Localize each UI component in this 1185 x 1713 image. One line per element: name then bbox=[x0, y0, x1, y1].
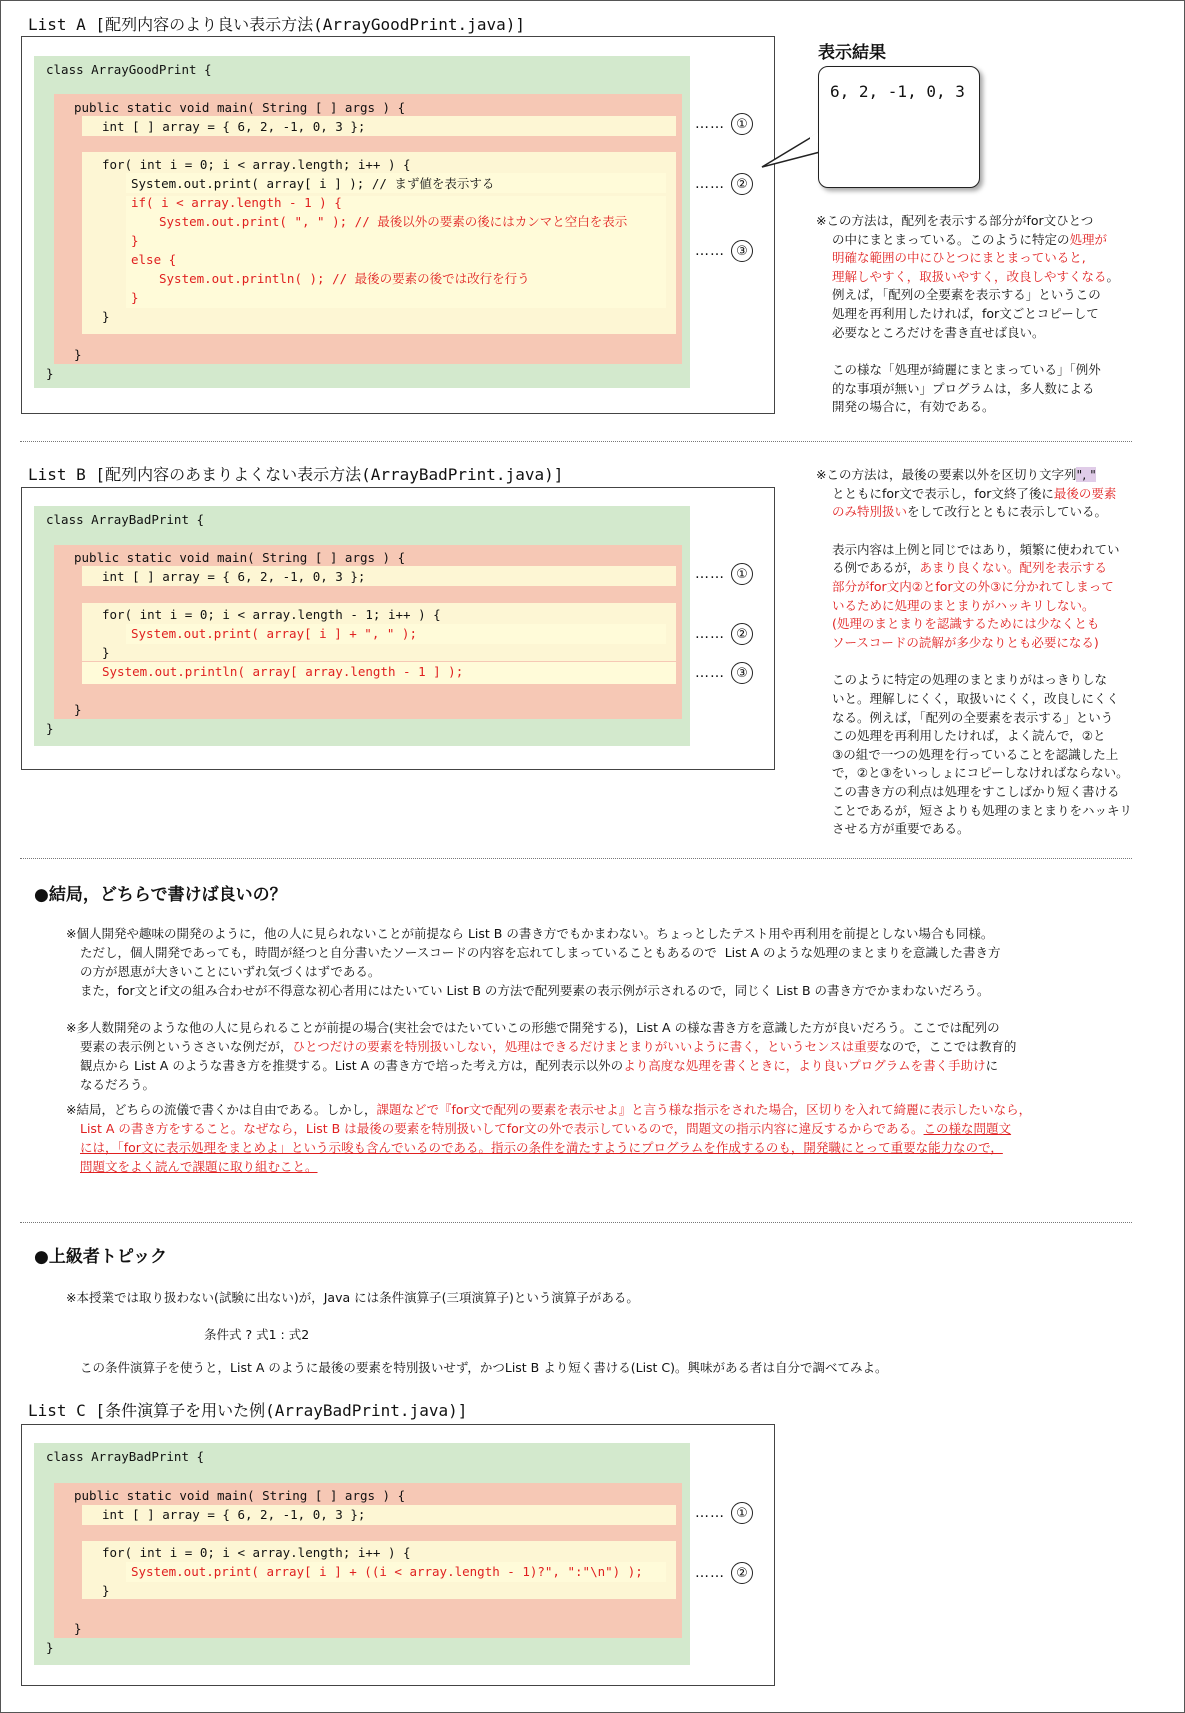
section-2-heading: ●上級者トピック bbox=[34, 1247, 168, 1267]
list-b-code-l2: public static void main( String [ ] args ) { bbox=[74, 550, 406, 565]
result-output: 6, 2, -1, 0, 3 bbox=[830, 82, 965, 101]
list-b-code-l6: } bbox=[102, 645, 110, 660]
list-a-marker-2: …… ② bbox=[695, 173, 753, 195]
list-a-code-l4: for( int i = 0; i < array.length; i++ ) { bbox=[102, 157, 411, 172]
list-b-code-l9: } bbox=[46, 721, 54, 736]
section-1-para-2: ※多人数開発のような他の人に見られることが前提の場合(実社会ではたいていこの形態で開発する)，List A の様な書き方を意識した方が良いだろう。ここでは配列の 要素の表示例というささいな例だが，ひとつだけの要素を特別扱いしない，処理はできるだけまとまりがいいように書く，というセンスは重要なので，ここでは教育的 観点から List A のような書き方を推奨する。List A の書き方で培った考え方は，配列表示以外のより高度な処理を書くときに，より良いプログラムを書く手助けに なるだろう。 bbox=[66, 1020, 1017, 1092]
list-c-marker-1: …… ① bbox=[695, 1502, 753, 1524]
list-b-title: List B [配列内容のあまりよくない表示方法(ArrayBadPrint.java)] bbox=[28, 465, 564, 484]
list-b-code-l3: int [ ] array = { 6, 2, -1, 0, 3 }; bbox=[102, 569, 366, 584]
list-b-marker-2: …… ② bbox=[695, 623, 753, 645]
note-b: ※この方法は，最後の要素以外を区切り文字列", " とともにfor文で表示し，for文終了後に最後の要素 のみ特別扱いをして改行とともに表示している。 表示内容は上例と同じではあり，頻繁に使われてい る例であるが，あまり良くない。配列を表示する 部分がfor文内②とfor文の外③に分かれてしまって いるために処理のまとまりがハッキリしない。 (処理のまとまりを認識するためには少なくとも ソースコードの読解が多少なりとも必要になる) このように特定の処理のまとまりがはっきりしな いと。理解しにくく，取扱いにくく，改良しにくく なる。例えば，「配列の全要素を表示する」という この処理を再利用したければ，よく読んで，②と ③の組で一つの処理を行っていることを認識した上 で，②と③をいっしょにコピーしなければならない。 この書き方の利点は処理をすこしばかり短く書ける ことであるが，短さよりも処理のまとまりをハッキリ させる方が重要である。 bbox=[816, 467, 1133, 837]
separator-3 bbox=[20, 1222, 1132, 1223]
list-b-code-l7: System.out.println( array[ array.length - 1 ] ); bbox=[102, 664, 464, 679]
list-a-code-l1: class ArrayGoodPrint { bbox=[46, 62, 212, 77]
list-a-code-l10: System.out.println( ); // 最後の要素の後では改行を行う bbox=[159, 271, 530, 286]
list-a-code-l8: } bbox=[131, 233, 139, 248]
list-a-code-l13: } bbox=[74, 347, 82, 362]
section-1-para-1: ※個人開発や趣味の開発のように，他の人に見られないことが前提なら List B の書き方でもかまわない。ちょっとしたテスト用や再利用を前提としない場合も同様。 ただし，個人開発であっても，時間が経つと自分書いたソースコードの内容を忘れてしまっていることもあるので List A のような処理のまとまりを意識した書き方 の方が恩恵が大きいことにいずれ気づくはずである。 また，for文とif文の組み合わせが不得意な初心者用にはたいてい List B の方法で配列要素の表示例が示されるので，同じく List B の書き方でかまわないだろう。 bbox=[66, 926, 1001, 998]
list-a-marker-1: …… ① bbox=[695, 113, 753, 135]
list-b-code-l1: class ArrayBadPrint { bbox=[46, 512, 205, 527]
list-c-marker-2: …… ② bbox=[695, 1562, 753, 1584]
section-2-para-1: ※本授業では取り扱わない(試験に出ない)が，Java には条件演算子(三項演算子)という演算子がある。 bbox=[66, 1290, 639, 1305]
list-c-code-l2: public static void main( String [ ] args ) { bbox=[74, 1488, 406, 1503]
list-a-code-l6: if( i < array.length - 1 ) { bbox=[131, 195, 342, 210]
list-a-code-l3: int [ ] array = { 6, 2, -1, 0, 3 }; bbox=[102, 119, 366, 134]
list-b-marker-1: …… ① bbox=[695, 563, 753, 585]
result-label: 表示結果 bbox=[818, 43, 886, 63]
list-a-code-l12: } bbox=[102, 309, 110, 324]
list-c-code-l1: class ArrayBadPrint { bbox=[46, 1449, 205, 1464]
section-2-formula: 条件式 ? 式1 : 式2 bbox=[204, 1327, 310, 1342]
list-a-code-l9: else { bbox=[131, 252, 177, 267]
list-b-code-l4: for( int i = 0; i < array.length - 1; i++ ) { bbox=[102, 607, 441, 622]
list-c-code-l3: int [ ] array = { 6, 2, -1, 0, 3 }; bbox=[102, 1507, 366, 1522]
separator-1 bbox=[20, 441, 1132, 442]
note-a: ※この方法は，配列を表示する部分がfor文ひとつ の中にまとまっている。このように特定の処理が 明確な範囲の中にひとつにまとまっていると, 理解しやすく，取扱いやすく，改良しやすくなる。 例えば，「配列の全要素を表示する」というこの 処理を再利用したければ，for文ごとコピーして 必要なところだけを書き直せば良い。 この様な「処理が綺麗にまとまっている」「例外 的な事項が無い」プログラムは，多人数による 開発の場合に，有効である。 bbox=[816, 213, 1120, 415]
separator-2 bbox=[20, 858, 1132, 859]
list-c-code-l4: for( int i = 0; i < array.length; i++ ) { bbox=[102, 1545, 411, 1560]
list-c-code-l8: } bbox=[46, 1640, 54, 1655]
list-a-code-l11: } bbox=[131, 290, 139, 305]
section-2-para-2: この条件演算子を使うと，List A のように最後の要素を特別扱いせず，かつList B より短く書ける(List C)。興味がある者は自分で調べてみよ。 bbox=[80, 1360, 888, 1375]
list-b-code-l5: System.out.print( array[ i ] + ", " ); bbox=[131, 626, 417, 641]
list-c-title: List C [条件演算子を用いた例(ArrayBadPrint.java)] bbox=[28, 1401, 468, 1420]
bubble-pointer-mask bbox=[810, 125, 824, 155]
list-c-code-l5: System.out.print( array[ i ] + ((i < array.length - 1)?", ":"\n") ); bbox=[131, 1564, 643, 1579]
list-a-title: List A [配列内容のより良い表示方法(ArrayGoodPrint.java)] bbox=[28, 15, 525, 34]
list-a-code-l7: System.out.print( ", " ); // 最後以外の要素の後にはカンマと空白を表示 bbox=[159, 214, 628, 229]
list-c-code-l7: } bbox=[74, 1621, 82, 1636]
list-b-marker-3: …… ③ bbox=[695, 662, 753, 684]
section-1-para-3: ※結局，どちらの流儀で書くかは自由である。しかし，課題などで『for文で配列の要素を表示せよ』と言う様な指示をされた場合，区切りを入れて綺麗に表示したいなら， List A の書き方をすること。なぜなら，List B は最後の要素を特別扱いしてfor文の外で表示しているので，問題文の指示内容に違反するからである。この様な問題文 には，「for文に表示処理をまとめよ」という示唆も含んでいるのである。指示の条件を満たすようにプログラムを作成するのも，開発職にとって重要な能力なので， 問題文をよく読んで課題に取り組むこと。 bbox=[66, 1102, 1032, 1174]
list-c-code-l6: } bbox=[102, 1583, 110, 1598]
list-a-code-l2: public static void main( String [ ] args ) { bbox=[74, 100, 406, 115]
list-a-code-l14: } bbox=[46, 366, 54, 381]
list-a-code-l5: System.out.print( array[ i ] ); // まず値を表示する bbox=[131, 176, 495, 191]
list-b-code-l8: } bbox=[74, 702, 82, 717]
list-a-marker-3: …… ③ bbox=[695, 240, 753, 262]
section-1-heading: ●結局，どちらで書けば良いの？ bbox=[34, 885, 287, 905]
